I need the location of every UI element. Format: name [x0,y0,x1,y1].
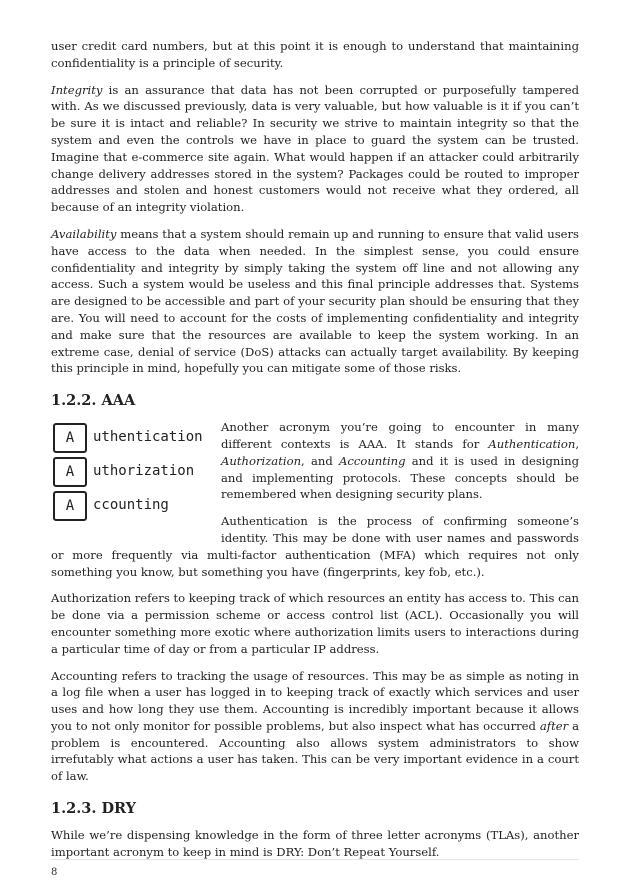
aaa-word-rest: uthentication [93,429,203,446]
aaa-word-rest: ccounting [93,497,169,514]
integrity-text: is an assurance that data has not been corrupted or purposefully tampered with. As we discussed previously, data is very valuable, but how valuable is it if you can’t be sure it is intact and reliable? In security we strive to maintain integrity so that the system and even the controls we have in place to guard the system can be trusted. Imagine that e-commerce site again. What would happen if an attacker could arbitrarily change delivery addresses stored in the system? Packages could be routed to improper addresses and stolen and honest customers would not receive what they ordered, all because of an integrity violation. [51,82,579,215]
term-accounting: Accounting [338,453,406,468]
term-after: after [539,718,569,733]
paragraph-dry: While we’re dispensing knowledge in the form of three letter acronyms (TLAs), another important acronym to keep in mind is DRY: Don’t Repeat Yourself. [51,828,579,859]
aaa-intro-text: Another acronym you’re going to encounter in many different contexts is AAA. It stands for [221,420,579,451]
term-authentication: Authentication [488,436,576,451]
aaa-intro-sep: , and [301,453,339,468]
aaa-letter-box: A [53,457,87,487]
aaa-figure [51,419,213,531]
section-heading-dry: 1.2.3. DRY [51,800,136,818]
aaa-letter-box: A [53,491,87,521]
paragraph-integrity [51,82,579,216]
page-content [51,38,579,861]
paragraph-authentication: Authentication is the process of confirming someone’s identity. This may be done with user names and passwords or more frequently via multi-factor authentication (MFA) which requires not only something you know, but something you have (fingerprints, key fob, etc.). [51,514,579,579]
paragraph-confidentiality-end: user credit card numbers, but at this point it is enough to understand that maintaining confidentiality is a principle of security. [51,39,579,70]
page-number: 8 [51,867,58,878]
aaa-letter-box: A [53,423,87,453]
aaa-intro-text-end: and it is used in designing and implementing protocols. These concepts should be remembered when designing security plans. [221,453,579,502]
section-heading-aaa: 1.2.2. AAA [51,392,136,410]
availability-text: means that a system should remain up and running to ensure that valid users have access to the data when needed. In the simplest sense, you could ensure confidentiality and integrity by simply taking the system off line and not allowing any access. Such a system would be useless and this final principle addresses that. Systems are designed to be accessible and part of your security plan should be ensuring that they are. You will need to account for the costs of implementing confidentiality and integrity and make sure that the resources are available to keep the system working. In an extreme case, denial of service (DoS) attacks can actually target availability. By keeping this principle in mind, hopefully you can mitigate some of those risks. [51,226,579,376]
term-integrity: Integrity [51,82,103,97]
accounting-text: Accounting refers to tracking the usage of resources. This may be as simple as noting in a log file when a user has logged in to keeping track of exactly which services and user uses and how long they use them. Accounting is incredibly important because it allows you to not only monitor for possible problems, but also inspect what has occurred [51,668,579,733]
accounting-text-end: a problem is encountered. Accounting also allows system administrators to show irrefutably what actions a user has taken. This can be very important evidence in a court of law. [51,718,579,784]
term-availability: Availability [51,226,117,241]
footer-divider [51,859,579,860]
paragraph-authorization: Authorization refers to keeping track of which resources an entity has access to. This can be done via a permission scheme or access control list (ACL). Occasionally you will encounter something more exotic where authorization limits users to interactions during a particular time of day or from a particular IP address. [51,591,579,656]
paragraph-accounting [51,668,579,786]
aaa-intro-sep: , [575,436,579,451]
term-authorization: Authorization [221,453,302,468]
aaa-word-rest: uthorization [93,463,195,480]
paragraph-availability [51,226,579,377]
